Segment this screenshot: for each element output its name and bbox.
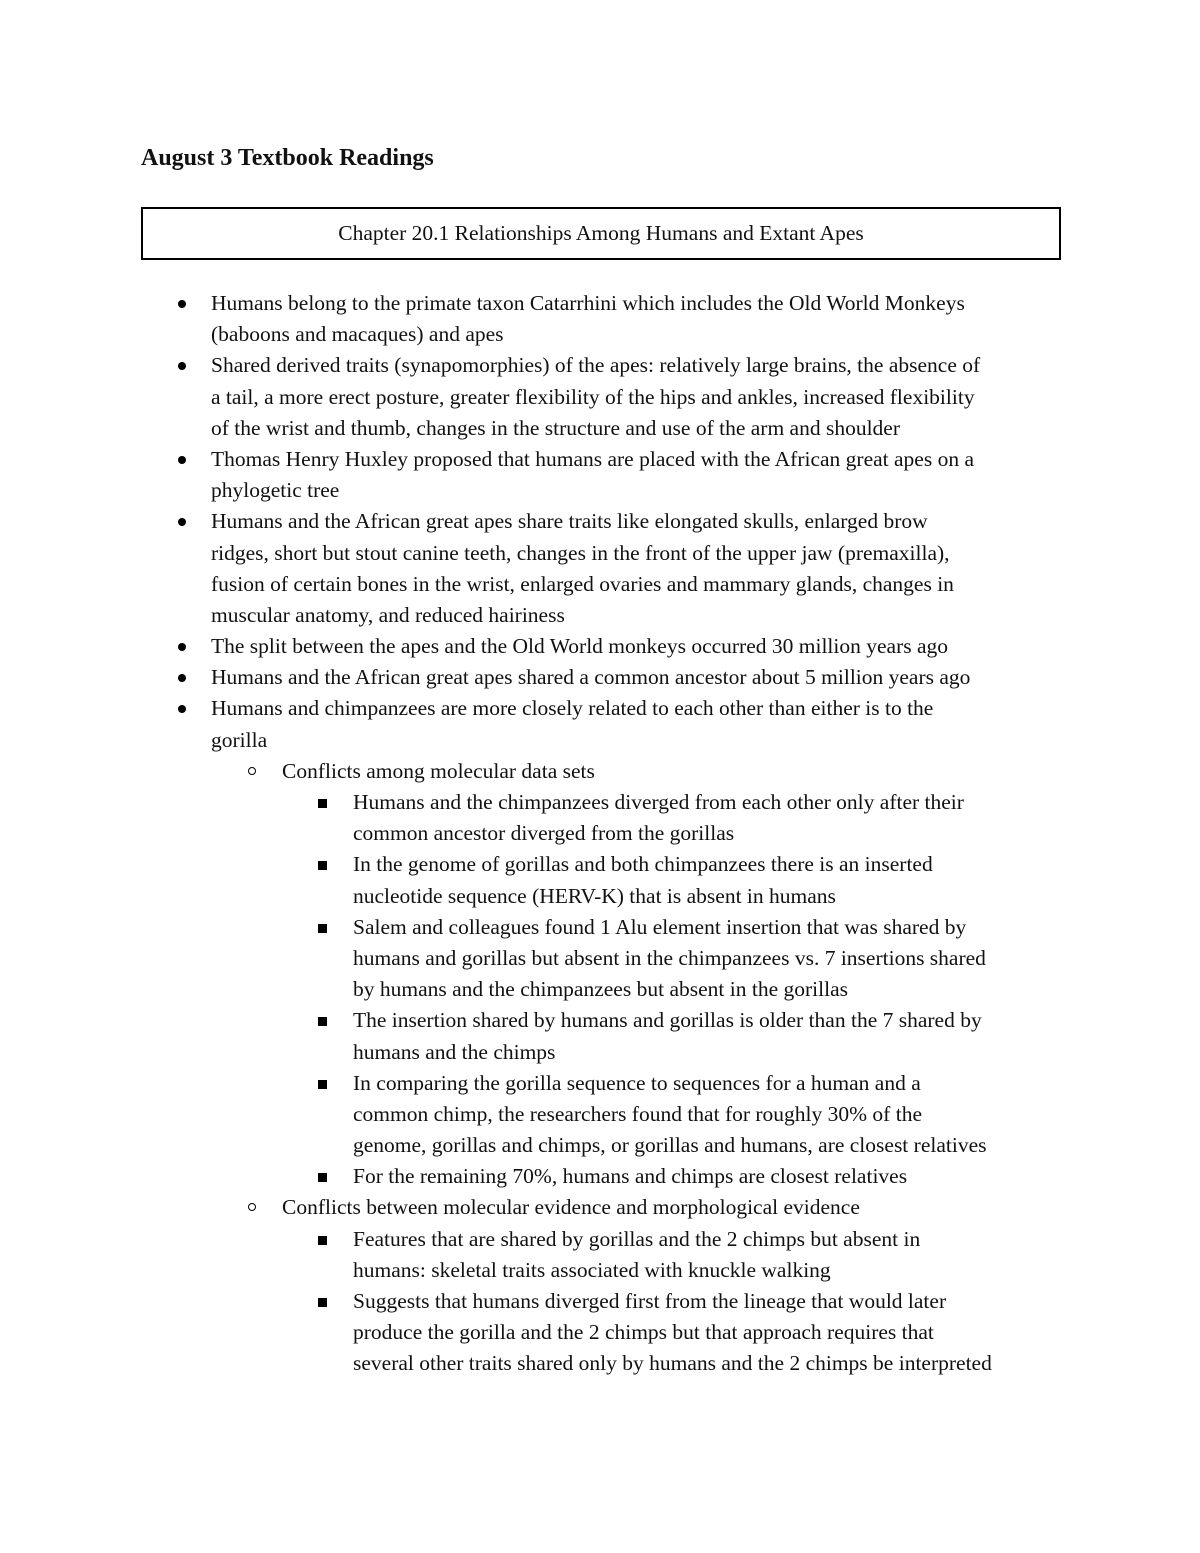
list-item-text: common ancestor diverged from the gorillas — [353, 821, 735, 846]
hollow-circle-bullet-icon — [248, 1203, 256, 1211]
list-item-text: ridges, short but stout canine teeth, changes in the front of the upper jaw (premaxilla), — [211, 540, 950, 565]
filled-circle-bullet-icon — [178, 705, 186, 713]
list-item-text: In the genome of gorillas and both chimpanzees there is an inserted — [353, 852, 933, 877]
list-item-text: gorilla — [211, 727, 268, 752]
list-item-text: Salem and colleagues found 1 Alu element insertion that was shared by — [353, 914, 967, 939]
list-item-level-3 — [0, 1068, 1200, 1099]
list-item-level-3-continuation — [0, 1099, 1200, 1130]
list-item-text: muscular anatomy, and reduced hairiness — [211, 602, 565, 627]
filled-circle-bullet-icon — [178, 674, 186, 682]
list-item-text: of the wrist and thumb, changes in the structure and use of the arm and shoulder — [211, 415, 901, 440]
list-item-text: Humans and the African great apes share traits like elongated skulls, enlarged brow — [211, 509, 928, 534]
list-item-level-1 — [0, 631, 1200, 662]
square-bullet-icon — [318, 1298, 327, 1307]
list-item-text: genome, gorillas and chimps, or gorillas and humans, are closest relatives — [353, 1133, 987, 1158]
list-item-level-1 — [0, 350, 1200, 381]
list-item-level-1-continuation — [0, 413, 1200, 444]
list-item-text: several other traits shared only by humans and the 2 chimps be interpreted — [353, 1351, 992, 1376]
list-item-level-3-continuation — [0, 974, 1200, 1005]
list-item-text: The split between the apes and the Old World monkeys occurred 30 million years ago — [211, 634, 949, 659]
list-item-text: Suggests that humans diverged first from the lineage that would later — [353, 1289, 947, 1313]
list-item-level-1-continuation — [0, 600, 1200, 631]
list-item-level-1-continuation — [0, 319, 1200, 350]
list-item-text: Conflicts between molecular evidence and morphological evidence — [282, 1195, 860, 1220]
list-item-level-1 — [0, 506, 1200, 537]
list-item-text: Humans and the chimpanzees diverged from each other only after their — [353, 790, 964, 814]
list-item-text: humans and the chimps — [353, 1039, 556, 1064]
square-bullet-icon — [318, 1017, 327, 1026]
list-item-text: (baboons and macaques) and apes — [211, 322, 504, 347]
list-item-level-1-continuation — [0, 382, 1200, 413]
filled-circle-bullet-icon — [178, 518, 186, 526]
list-item-level-3 — [0, 912, 1200, 943]
list-item-level-3 — [0, 849, 1200, 880]
list-item-text: phylogetic tree — [211, 478, 340, 503]
list-item-level-2 — [0, 756, 1200, 787]
list-item-text: a tail, a more erect posture, greater flexibility of the hips and ankles, increased flexibility — [211, 384, 975, 409]
list-item-text: by humans and the chimpanzees but absent in the gorillas — [353, 977, 848, 1002]
chapter-heading-box — [141, 207, 1061, 260]
filled-circle-bullet-icon — [178, 362, 186, 370]
square-bullet-icon — [318, 1080, 327, 1089]
list-item-text: common chimp, the researchers found that for roughly 30% of the — [353, 1101, 922, 1126]
list-item-level-3 — [0, 1224, 1200, 1255]
list-item-level-3 — [0, 1161, 1200, 1192]
list-item-level-1-continuation — [0, 475, 1200, 506]
list-item-level-3 — [0, 1286, 1200, 1317]
list-item-level-1-continuation — [0, 538, 1200, 569]
list-item-level-3-continuation — [0, 1255, 1200, 1286]
list-item-text: humans and gorillas but absent in the chimpanzees vs. 7 insertions shared — [353, 945, 986, 970]
list-item-text: Humans and chimpanzees are more closely related to each other than either is to the — [211, 696, 934, 721]
list-item-text: Thomas Henry Huxley proposed that humans are placed with the African great apes on a — [211, 446, 974, 471]
list-item-text: Conflicts among molecular data sets — [282, 758, 595, 783]
list-item-level-3-continuation — [0, 1348, 1200, 1379]
list-item-level-1 — [0, 662, 1200, 693]
list-item-level-3 — [0, 787, 1200, 818]
list-item-text: fusion of certain bones in the wrist, enlarged ovaries and mammary glands, changes in — [211, 571, 954, 596]
list-item-level-3-continuation — [0, 1130, 1200, 1161]
list-item-text: nucleotide sequence (HERV-K) that is absent in humans — [353, 883, 836, 908]
list-item-text: produce the gorilla and the 2 chimps but that approach requires that — [353, 1320, 934, 1345]
list-item-level-3-continuation — [0, 818, 1200, 849]
chapter-heading: Chapter 20.1 Relationships Among Humans and Extant Apes — [338, 221, 864, 245]
filled-circle-bullet-icon — [178, 643, 186, 651]
list-item-level-3-continuation — [0, 1037, 1200, 1068]
list-item-level-1-continuation — [0, 725, 1200, 756]
list-item-text: The insertion shared by humans and gorillas is older than the 7 shared by — [353, 1008, 982, 1033]
filled-circle-bullet-icon — [178, 300, 186, 308]
list-item-text: Humans and the African great apes shared a common ancestor about 5 million years ago — [211, 665, 971, 690]
hollow-circle-bullet-icon — [248, 767, 256, 775]
list-item-text: Shared derived traits (synapomorphies) of the apes: relatively large brains, the absence of — [211, 353, 981, 378]
notes-list — [0, 288, 1200, 1380]
list-item-level-3-continuation — [0, 943, 1200, 974]
square-bullet-icon — [318, 924, 327, 933]
list-item-level-1-continuation — [0, 569, 1200, 600]
list-item-level-3-continuation — [0, 881, 1200, 912]
square-bullet-icon — [318, 861, 327, 870]
document-title: August 3 Textbook Readings — [141, 145, 434, 171]
list-item-text: Humans belong to the primate taxon Catarrhini which includes the Old World Monkeys — [211, 291, 965, 315]
square-bullet-icon — [318, 799, 327, 808]
square-bullet-icon — [318, 1236, 327, 1245]
list-item-level-1 — [0, 693, 1200, 724]
list-item-text: Features that are shared by gorillas and the 2 chimps but absent in — [353, 1226, 921, 1251]
square-bullet-icon — [318, 1173, 327, 1182]
list-item-level-1 — [0, 288, 1200, 319]
list-item-text: For the remaining 70%, humans and chimps are closest relatives — [353, 1164, 908, 1189]
list-item-level-2 — [0, 1192, 1200, 1223]
filled-circle-bullet-icon — [178, 456, 186, 464]
list-item-text: humans: skeletal traits associated with knuckle walking — [353, 1257, 831, 1282]
list-item-level-3 — [0, 1005, 1200, 1036]
list-item-level-1 — [0, 444, 1200, 475]
list-item-level-3-continuation — [0, 1317, 1200, 1348]
list-item-text: In comparing the gorilla sequence to sequences for a human and a — [353, 1070, 921, 1095]
